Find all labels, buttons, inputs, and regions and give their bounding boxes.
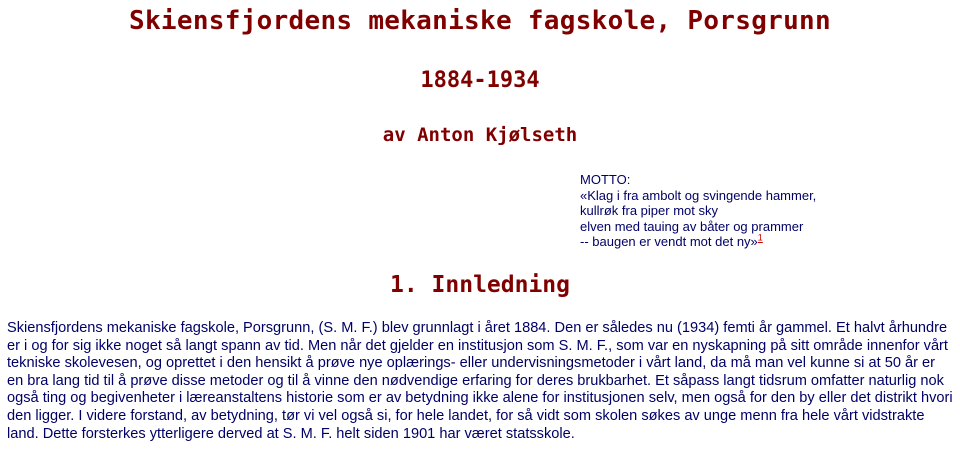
document-title: Skiensfjordens mekaniske fagskole, Porsgrunn [129, 6, 831, 36]
document-author: av Anton Kjølseth [382, 124, 578, 146]
motto-block [580, 172, 816, 250]
document-years: 1884-1934 [420, 68, 540, 93]
motto-last-line [580, 234, 816, 250]
motto-line: elven med tauing av båter og prammer [580, 218, 804, 234]
motto-line: «Klag i fra ambolt og svingende hammer, [580, 187, 817, 203]
motto-line: -- baugen er vendt mot det ny» [580, 234, 758, 250]
motto-label: MOTTO: [580, 172, 631, 187]
section-heading: 1. Innledning [389, 272, 570, 298]
motto-line: kullrøk fra piper mot sky [580, 203, 718, 219]
footnote-link[interactable]: 1 [757, 233, 763, 244]
intro-paragraph: Skiensfjordens mekaniske fagskole, Porsgrunn, (S. M. F.) blev grunnlagt i året 1884. Den er således nu (1934) femti år gammel. Et halvt århundre er i og for sig ikke noget så langt spann av tid. Men når det gjelder en institusjon som S. M. F., som var en nyskapning på sitt område innenfor vårt tekniske skolevesen, og oprettet i den hensikt å prøve nye oplærings- eller undervisningsmetoder i vårt land, da må man vel kunne si at 50 år er en bra lang tid til å prøve disse metoder og til å vinne den nødvendige erfaring for deres brukbarhet. Et såpass langt tidsrum omfatter naturlig nok også ting og begivenheter i læreanstaltens historie som er av betydning ikke alene for institusjonen selv, men også for den by eller det distrikt hvori den ligger. I videre forstand, av betydning, tør vi vel også si, for hele landet, for så vidt som skolen søkes av unge menn fra hele vårt vidstrakte land. Dette forsterkes ytterligere derved at S. M. F. helt siden 1901 har været statsskole. [7, 320, 953, 442]
